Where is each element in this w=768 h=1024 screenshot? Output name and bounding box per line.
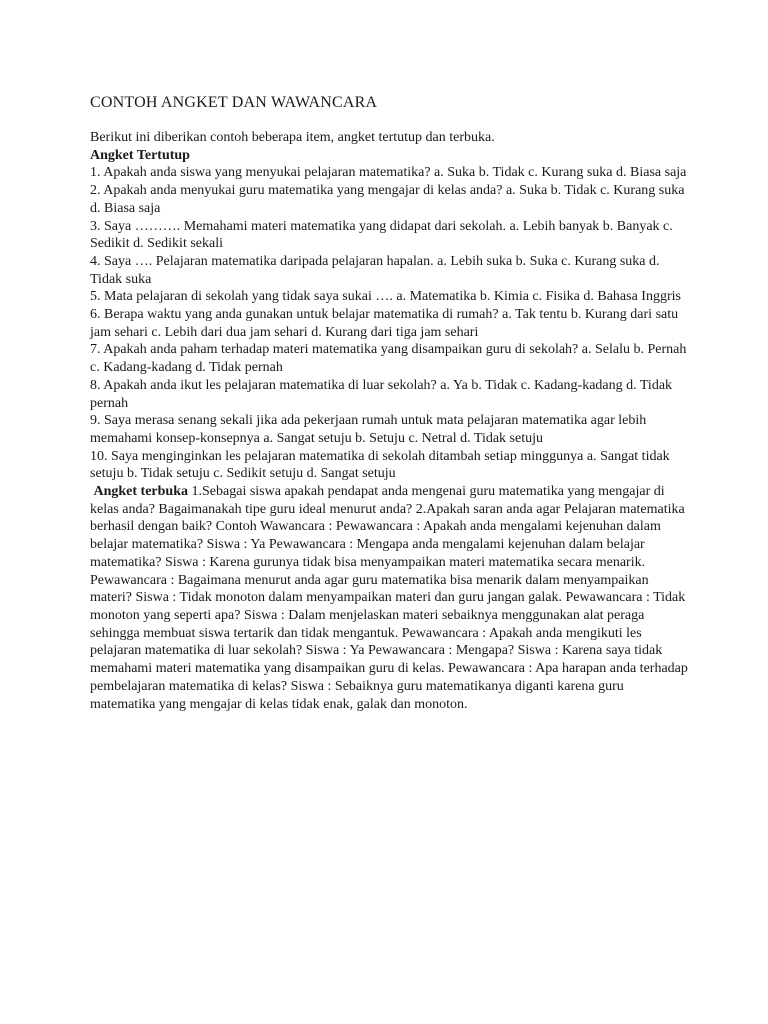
question-item-4: 4. Saya …. Pelajaran matematika daripada pelajaran hapalan. a. Lebih suka b. Suka c. Kurang suka d. Tidak suka (90, 253, 660, 287)
question-item-2: 2. Apakah anda menyukai guru matematika yang mengajar di kelas anda? a. Suka b. Tidak c. Kurang suka d. Biasa saja (90, 183, 685, 216)
question-item-7: 7. Apakah anda paham terhadap materi matematika yang disampaikan guru di sekolah? a. Selalu b. Pernah c. Kadang-kadang d. Tidak pernah (90, 342, 687, 376)
closed-questionnaire-heading: Angket Tertutup (90, 147, 190, 163)
closed-questionnaire-list (90, 164, 690, 483)
question-item-5: 5. Mata pelajaran di sekolah yang tidak saya sukai …. a. Matematika b. Kimia c. Fisika d. Bahasa Inggris (90, 289, 681, 305)
open-questionnaire-heading: Angket terbuka (93, 484, 189, 500)
question-item-1: 1. Apakah anda siswa yang menyukai pelajaran matematika? a. Suka b. Tidak c. Kurang suka d. Biasa saja (90, 165, 687, 181)
question-item-8: 8. Apakah anda ikut les pelajaran matematika di luar sekolah? a. Ya b. Tidak c. Kadang-kadang d. Tidak pernah (90, 377, 673, 411)
intro-paragraph: Berikut ini diberikan contoh beberapa item, angket tertutup dan terbuka. (90, 130, 495, 145)
document-content (90, 92, 690, 713)
open-questionnaire-paragraph (90, 483, 690, 713)
question-item-6: 6. Berapa waktu yang anda gunakan untuk belajar matematika di rumah? a. Tak tentu b. Kurang dari satu jam sehari c. Lebih dari dua jam sehari d. Kurang dari tiga jam sehari (90, 307, 679, 340)
open-questionnaire-text: 1.Sebagai siswa apakah pendapat anda mengenai guru matematika yang mengajar di kelas anda? Bagaimanakah tipe guru ideal menurut anda? 2.Apakah saran anda agar Pelajaran matematika berhasil dengan baik? Contoh Wawancara : Pewawancara : Apakah anda mengalami kejenuhan dalam belajar matematika? Siswa : Ya Pewawancara : Mengapa anda mengalami kejenuhan dalam belajar matematika? Siswa : Karena gurunya tidak bisa menyampaikan materi matematika secara menarik. Pewawancara : Bagaimana menurut anda agar guru matematika bisa menarik dalam menyampaikan materi? Siswa : Tidak monoton dalam menyampaikan materi dan guru jangan galak. Pewawancara : Tidak monoton yang seperti apa? Siswa : Dalam menjelaskan materi sebaiknya menggunakan alat peraga sehingga membuat siswa tertarik dan tidak mengantuk. Pewawancara : Apakah anda mengikuti les pelajaran matematika di luar sekolah? Siswa : Ya Pewawancara : Mengapa? Siswa : Karena saya tidak memahami materi matematika yang disampaikan guru di kelas. Pewawancara : Apa harapan anda terhadap pembelajaran matematika di kelas? Siswa : Sebaiknya guru matematikanya diganti karena guru matematika yang mengajar di kelas tidak enak, galak dan monoton. (90, 484, 688, 712)
question-item-10: 10. Saya menginginkan les pelajaran matematika di sekolah ditambah setiap minggunya a. Sangat tidak setuju b. Tidak setuju c. Sedikit setuju d. Sangat setuju (90, 448, 670, 482)
question-item-3: 3. Saya ………. Memahami materi matematika yang didapat dari sekolah. a. Lebih banyak b. Banyak c. Sedikit d. Sedikit sekali (90, 218, 673, 252)
document-title: CONTOH ANGKET DAN WAWANCARA (90, 94, 378, 111)
question-item-9: 9. Saya merasa senang sekali jika ada pekerjaan rumah untuk mata pelajaran matematika agar lebih memahami konsep-konsepnya a. Sangat setuju b. Setuju c. Netral d. Tidak setuju (90, 413, 647, 446)
